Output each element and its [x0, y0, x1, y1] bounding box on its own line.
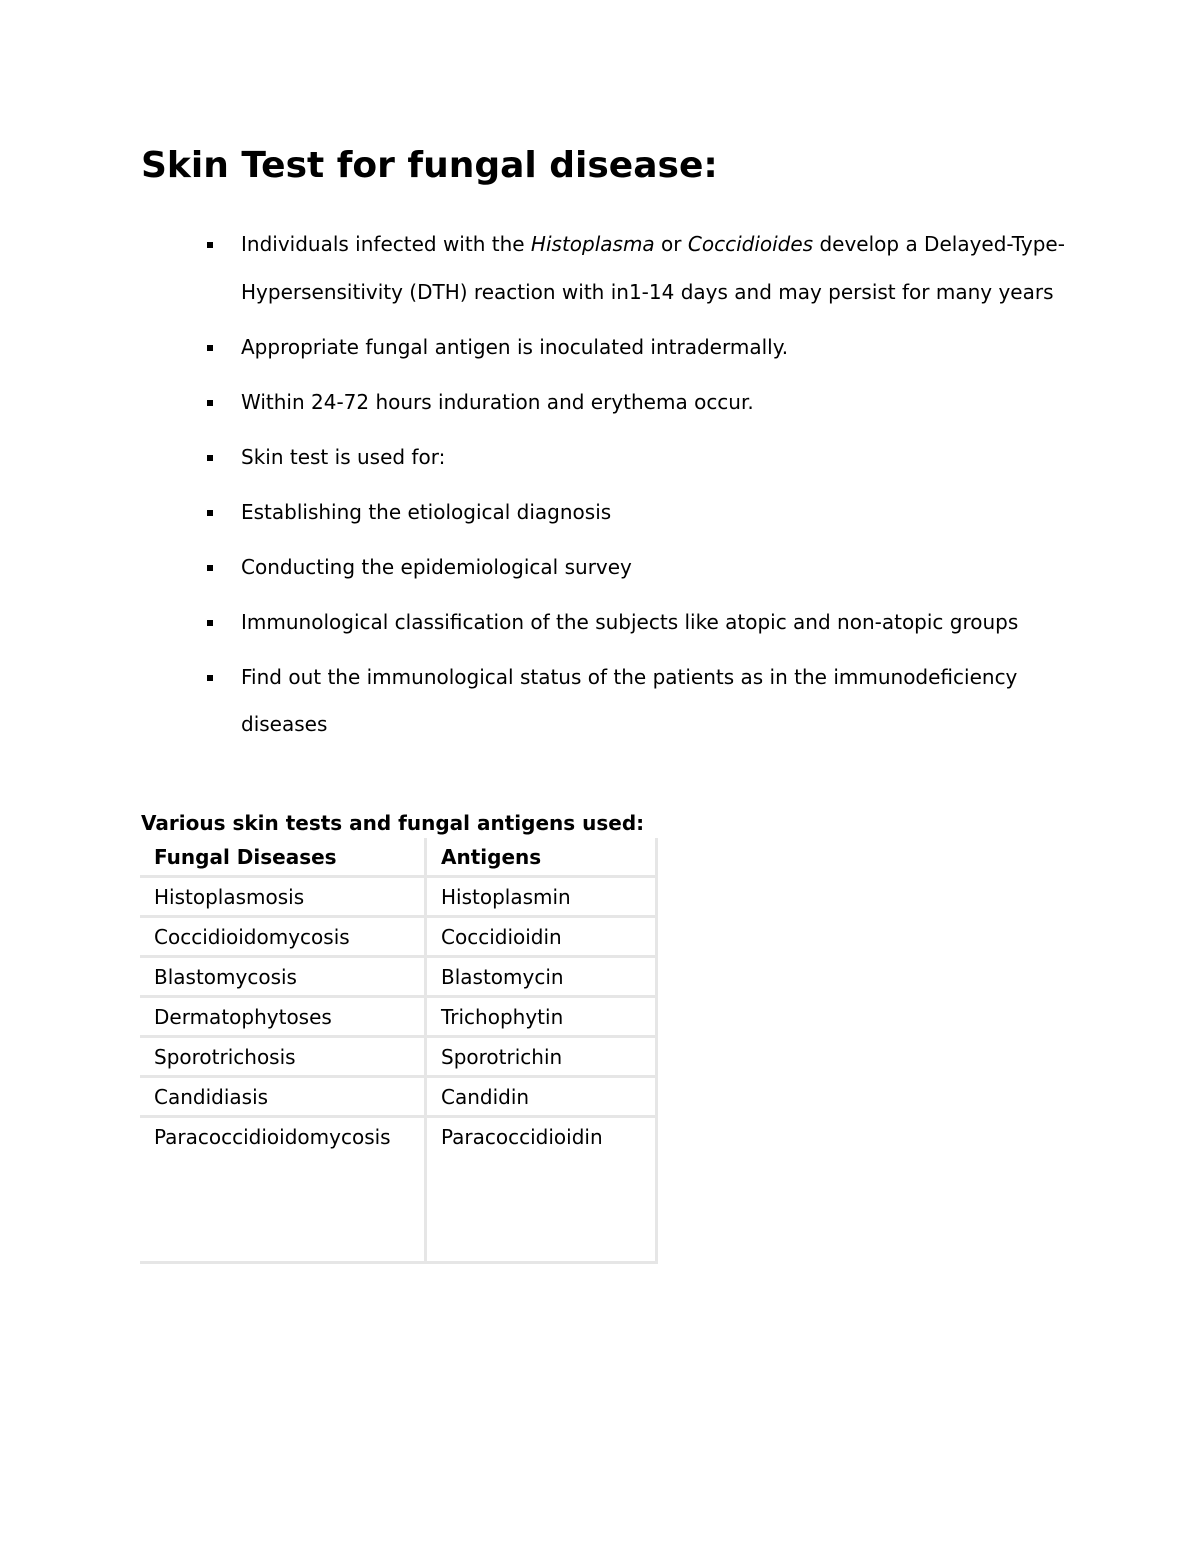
antigens-table [140, 838, 658, 1264]
bullet-text: Immunological classification of the subjects like atopic and non-atopic groups [241, 609, 1019, 634]
bullet-text: or [654, 232, 688, 256]
antigen-cell: Trichophytin [426, 997, 657, 1037]
table-row [140, 1077, 657, 1117]
column-header-antigens: Antigens [426, 838, 657, 877]
fungal-disease-cell: Candidiasis [140, 1077, 426, 1117]
table-body [140, 877, 657, 1263]
bullet-item [205, 434, 1065, 482]
fungal-disease-cell: Sporotrichosis [140, 1037, 426, 1077]
square-bullet-icon [207, 242, 213, 248]
antigen-cell: Sporotrichin [426, 1037, 657, 1077]
bullet-item [205, 324, 1065, 372]
bullet-item [205, 654, 1065, 749]
antigen-cell: Coccidioidin [426, 917, 657, 957]
table-row [140, 1037, 657, 1077]
fungal-disease-cell: Coccidioidomycosis [140, 917, 426, 957]
fungal-disease-cell: Histoplasmosis [140, 877, 426, 917]
square-bullet-icon [207, 620, 213, 626]
bullet-text: Appropriate fungal antigen is inoculated intradermally. [241, 334, 789, 359]
antigen-cell: Histoplasmin [426, 877, 657, 917]
table-row [140, 917, 657, 957]
square-bullet-icon [207, 345, 213, 351]
bullet-text: Conducting the epidemiological survey [241, 554, 632, 579]
table-header-row [140, 838, 657, 877]
fungal-disease-cell: Paracoccidioidomycosis [140, 1117, 426, 1263]
table-row [140, 957, 657, 997]
bullet-text: Within 24-72 hours induration and erythema occur. [241, 389, 754, 414]
bullet-item [205, 379, 1065, 427]
square-bullet-icon [207, 400, 213, 406]
bullet-text: Find out the immunological status of the patients as in the immunodeficiency diseases [241, 664, 1018, 736]
bullet-item [205, 489, 1065, 537]
square-bullet-icon [207, 510, 213, 516]
bullet-text: Establishing the etiological diagnosis [241, 499, 612, 524]
table-row [140, 1117, 657, 1263]
fungal-disease-cell: Dermatophytoses [140, 997, 426, 1037]
table-row [140, 997, 657, 1037]
italic-term: Histoplasma [530, 232, 655, 256]
square-bullet-icon [207, 455, 213, 461]
bullet-item [205, 599, 1065, 647]
table-heading: Various skin tests and fungal antigens used: [141, 811, 645, 835]
antigen-cell: Blastomycin [426, 957, 657, 997]
bullet-item [205, 221, 1065, 316]
table-row [140, 877, 657, 917]
bullet-item [205, 544, 1065, 592]
page-title: Skin Test for fungal disease: [141, 145, 718, 186]
column-header-fungal-diseases: Fungal Diseases [140, 838, 426, 877]
bullet-text: develop a Delayed-Type-Hypersensitivity (DTH) reaction with in1-14 days and may persist for many years [241, 232, 1065, 304]
square-bullet-icon [207, 565, 213, 571]
bullet-list [205, 221, 1065, 756]
antigen-cell: Candidin [426, 1077, 657, 1117]
square-bullet-icon [207, 675, 213, 681]
antigen-cell: Paracoccidioidin [426, 1117, 657, 1263]
bullet-text: Skin test is used for: [241, 444, 446, 469]
fungal-disease-cell: Blastomycosis [140, 957, 426, 997]
bullet-text: Individuals infected with the [241, 232, 531, 256]
italic-term: Coccidioides [687, 232, 814, 256]
